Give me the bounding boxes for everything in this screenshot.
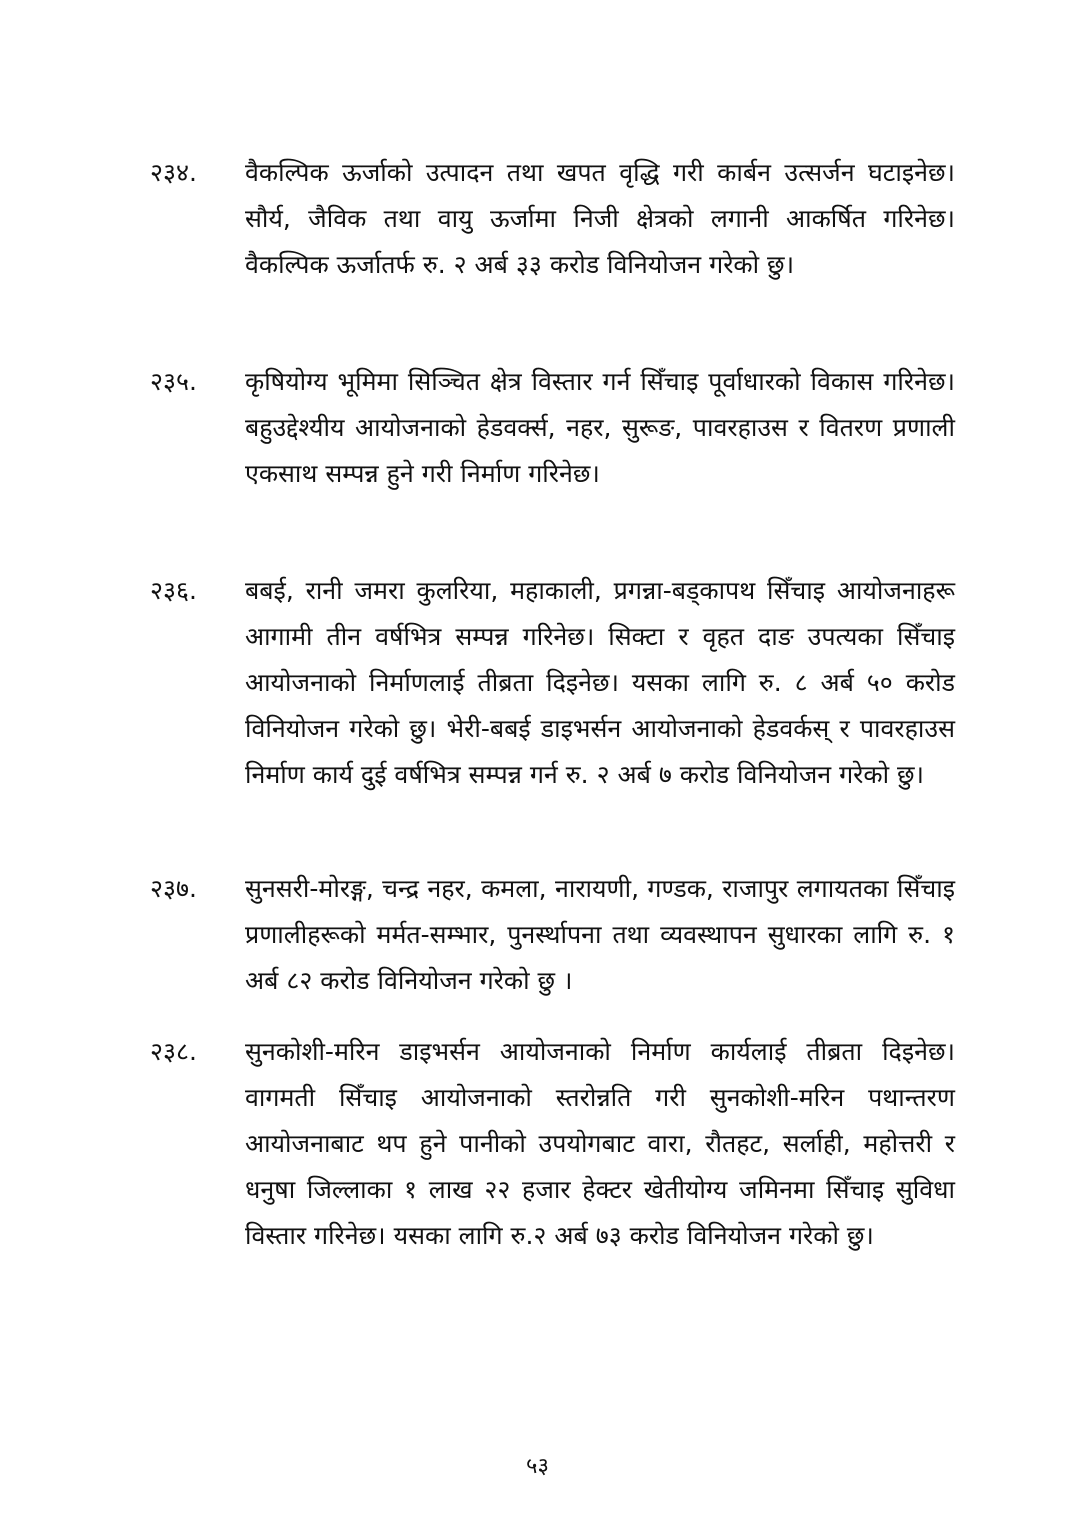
paragraph-number: २३८. [150, 1037, 197, 1066]
paragraph-number: २३६. [150, 576, 197, 605]
paragraph-text: वैकल्पिक ऊर्जाको उत्पादन तथा खपत वृद्धि गरी कार्बन उत्सर्जन घटाइनेछ। सौर्य, जैविक तथा वायु ऊर्जामा निजी क्षेत्रको लगानी आकर्षित गरिनेछ। वैकल्पिक ऊर्जातर्फ रु. २ अर्ब ३३ करोड विनियोजन गरेको छु। [245, 158, 955, 279]
paragraph-text: सुनसरी-मोरङ्ग, चन्द्र नहर, कमला, नारायणी, गण्डक, राजापुर लगायतका सिँचाइ प्रणालीहरूको मर्मत-सम्भार, पुनर्स्थापना तथा व्यवस्थापन सुधारका लागि रु. १ अर्ब ८२ करोड विनियोजन गरेको छु । [245, 874, 955, 995]
paragraph-text: सुनकोशी-मरिन डाइभर्सन आयोजनाको निर्माण कार्यलाई तीब्रता दिइनेछ। वागमती सिँचाइ आयोजनाको स्तरोन्नति गरी सुनकोशी-मरिन पथान्तरण आयोजनाबाट थप हुने पानीको उपयोगबाट वारा, रौतहट, सर्लाही, महोत्तरी र धनुषा जिल्लाका १ लाख २२ हजार हेक्टर खेतीयोग्य जमिनमा सिँचाइ सुविधा विस्तार गरिनेछ। यसका लागि रु.२ अर्ब ७३ करोड विनियोजन गरेको छु। [245, 1037, 955, 1250]
paragraph-number: २३४. [150, 158, 197, 187]
paragraph-number: २३५. [150, 367, 197, 396]
paragraph-text: बबई, रानी जमरा कुलरिया, महाकाली, प्रगन्ना-बड्कापथ सिँचाइ आयोजनाहरू आगामी तीन वर्षभित्र सम्पन्न गरिनेछ। सिक्टा र वृहत दाङ उपत्यका सिँचाइ आयोजनाको निर्माणलाई तीब्रता दिइनेछ। यसका लागि रु. ८ अर्ब ५० करोड विनियोजन गरेको छु। भेरी-बबई डाइभर्सन आयोजनाको हेडवर्कस् र पावरहाउस निर्माण कार्य दुई वर्षभित्र सम्पन्न गर्न रु. २ अर्ब ७ करोड विनियोजन गरेको छु। [245, 576, 955, 789]
paragraph-text: कृषियोग्य भूमिमा सिञ्चित क्षेत्र विस्तार गर्न सिँचाइ पूर्वाधारको विकास गरिनेछ। बहुउद्देश्यीय आयोजनाको हेडवर्क्स, नहर, सुरूङ, पावरहाउस र वितरण प्रणाली एकसाथ सम्पन्न हुने गरी निर्माण गरिनेछ। [245, 367, 955, 488]
page-number: ५३ [526, 1454, 549, 1479]
paragraph-number: २३७. [150, 874, 197, 903]
